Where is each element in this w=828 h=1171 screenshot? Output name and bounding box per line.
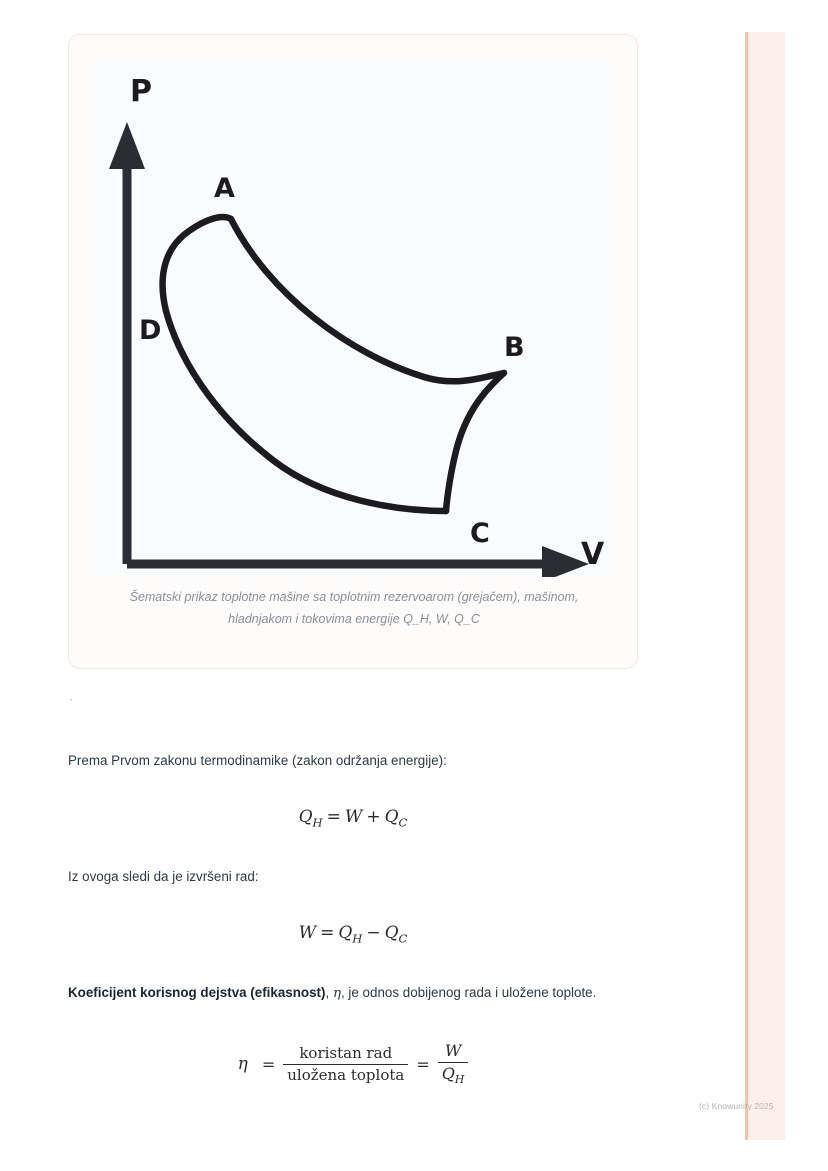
eq1-plus: +: [366, 807, 381, 828]
efficiency-comma: ,: [325, 984, 330, 1000]
watermark: (c) Knowunity 2025: [699, 1101, 774, 1111]
article-body: [68, 700, 638, 1088]
figure-caption-line1: Šematski prikaz toplotne mašine sa toplotnim rezervoarom (grejačem), mašinom,: [129, 590, 579, 604]
point-label-b: B: [504, 332, 525, 363]
work-paragraph: Iz ovoga sledi da je izvršeni rad:: [68, 868, 259, 884]
point-label-a: A: [214, 173, 235, 204]
eq2-lhs: W: [298, 923, 317, 944]
eq3-eta: η: [237, 1054, 248, 1075]
eq3-equals-1: =: [261, 1054, 276, 1074]
eq3-row: [238, 1040, 469, 1088]
efficiency-rest: , je odnos dobijenog rada i uložene toplote.: [340, 984, 597, 1000]
equation-first-law: [68, 807, 638, 829]
point-label-c: C: [470, 518, 490, 549]
eq3-equals-2: =: [416, 1054, 430, 1074]
efficiency-term: Koeficijent korisnog dejstva (efikasnost): [68, 984, 326, 1000]
eq1-lhs: $Q_H$: [298, 807, 323, 830]
eq3-denominator-symbol: $Q_H$: [441, 1064, 465, 1087]
eq2-rhs1: $Q_H$: [338, 923, 363, 946]
figure-caption-line2: hladnjakom i tokovima energije Q_H, W, Q_C: [228, 611, 480, 626]
eq2-minus: −: [366, 923, 381, 944]
eq1-equals: =: [326, 807, 341, 828]
figure-caption: [107, 587, 601, 631]
eq3-fraction-words: [283, 1043, 408, 1086]
point-label-d: D: [139, 315, 162, 346]
eq3-fraction-symbols: [438, 1040, 469, 1088]
right-accent-strip: [745, 32, 785, 1140]
eq2-equals: =: [320, 923, 335, 944]
figure-card: [68, 34, 638, 669]
intro-paragraph: Prema Prvom zakonu termodinamike (zakon održanja energije):: [68, 753, 447, 768]
carnot-cycle-curve: [163, 217, 504, 511]
pv-diagram-svg: [94, 59, 612, 577]
stray-backtick: `: [68, 699, 75, 711]
efficiency-paragraph: [68, 980, 638, 1006]
v-axis: [127, 546, 589, 577]
eq3-numerator-symbol: W: [444, 1041, 462, 1061]
eq3-numerator: koristan rad: [299, 1043, 393, 1062]
efficiency-eta-symbol: η: [332, 985, 341, 1001]
pv-diagram-panel: [94, 59, 612, 577]
eq1-rhs2: $Q_C$: [384, 807, 408, 830]
eq3-denominator: uložena toplota: [287, 1065, 405, 1084]
p-axis-label: P: [130, 74, 152, 109]
eq1-rhs1: W: [344, 807, 363, 828]
eq2-rhs2: $Q_C$: [384, 923, 408, 946]
equation-efficiency: [68, 1040, 638, 1088]
right-accent-strip-edge: [745, 32, 748, 1140]
v-axis-label: V: [581, 537, 605, 572]
equation-work: [68, 923, 638, 945]
